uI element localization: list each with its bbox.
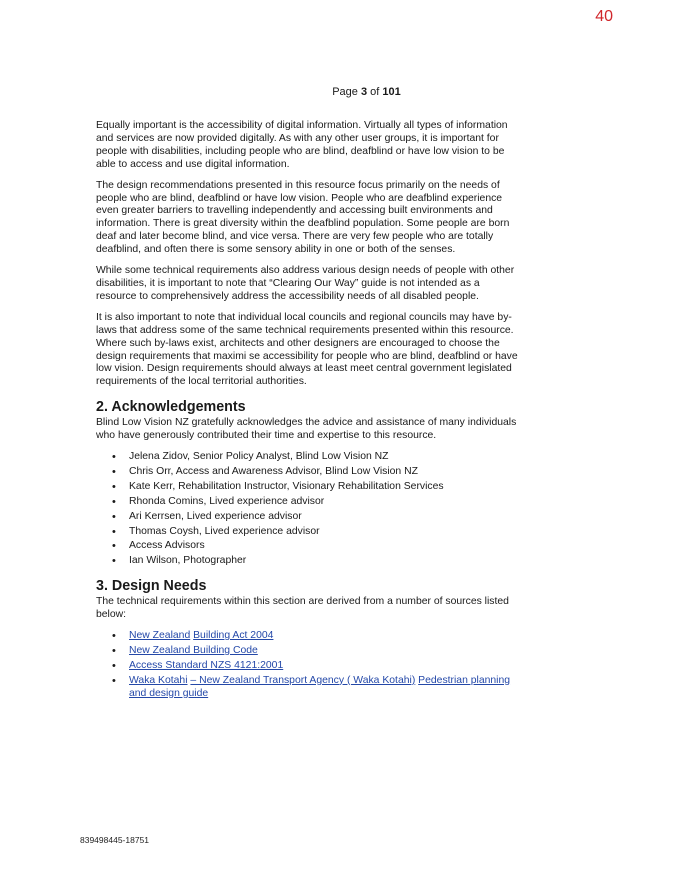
list-item: • Ari Kerrsen, Lived experience advisor [112,511,518,524]
acknowledgements-intro: Blind Low Vision NZ gratefully acknowledges the advice and assistance of many individuals who have generously contributed their time and expertise to this resource. [96,417,517,442]
total-pages: 101 [382,86,401,98]
link-building-code[interactable]: New Zealand Building Code [129,645,258,656]
paragraph-by-laws: It is also important to note that individual local councils and regional councils may have by-laws that address some of the same technical requirements presented within this resource. Where such by-laws exist, architects and other designers are encouraged to choose the design requirements that maximi se accessibility for people who are blind, deafblind or have low vision. Design requirements should always at least meet central government legislated requirements of the local territorial authorities. [96,311,518,388]
document-body [96,120,518,711]
paragraph-digital-info: Equally important is the accessibility of digital information. Virtually all types of information and services are now provided digitally. As with any other user groups, it is important for people with disabilities, including people who are blind, deafblind or have low vision to be able to access and use digital information. [96,120,508,170]
list-item: • Kate Kerr, Rehabilitation Instructor, Visionary Rehabilitation Services [112,481,518,494]
design-needs-heading: 3. Design Needs [96,578,207,595]
list-item [112,660,518,673]
list-item: • Thomas Coysh, Lived experience advisor [112,526,518,539]
link-waka-kotahi[interactable]: Waka Kotahi [129,674,188,686]
list-item [112,645,518,658]
link-nz-transport-agency[interactable]: – New Zealand Transport Agency ( Waka Kotahi) [190,674,416,686]
page-counter [29,86,675,98]
link-new-zealand[interactable]: New Zealand [129,630,191,642]
current-page: 3 [360,86,368,98]
list-item: • Rhonda Comins, Lived experience advisor [112,496,518,509]
paragraph-design-focus: The design recommendations presented in this resource focus primarily on the needs of people who are blind, deafblind or have low vision. People who are deafblind experience even greater barriers to travelling independently and accessing built environments and information. There is great diversity within the deafblind population. Some people are born deaf and later become blind, and vice versa. There are very few people who are totally deafblind, and often there is some sensory ability in one or both of the senses. [96,179,510,256]
link-building-act-2004[interactable]: Building Act 2004 [193,630,274,642]
list-item: • Access Advisors [112,540,518,553]
page-number: 40 [595,8,613,25]
acknowledgements-list [96,451,518,568]
acknowledgements-heading: 2. Acknowledgements [96,399,246,416]
document-id: 839498445-18751 [80,835,150,845]
paragraph-other-disabilities: While some technical requirements also address various design needs of people with other disabilities, it is important to note that “Clearing Our Way” guide is not intended as a resource to comprehensively address the accessibility needs of all disabled people. [96,265,515,302]
link-access-standard[interactable]: Access Standard NZS 4121:2001 [129,659,284,671]
of-label: of [370,86,380,98]
sources-list [96,630,518,701]
list-item: • Jelena Zidov, Senior Policy Analyst, Blind Low Vision NZ [112,451,518,464]
page-label: Page [332,86,358,98]
design-needs-intro: The technical requirements within this section are derived from a number of sources listed below: [96,596,509,621]
list-item [112,675,518,701]
list-item: • Chris Orr, Access and Awareness Advisor, Blind Low Vision NZ [112,466,518,479]
link-pedestrian-guide[interactable]: Pedestrian planning and design guide [129,674,511,699]
list-item: • Ian Wilson, Photographer [112,555,518,568]
list-item [112,630,518,643]
